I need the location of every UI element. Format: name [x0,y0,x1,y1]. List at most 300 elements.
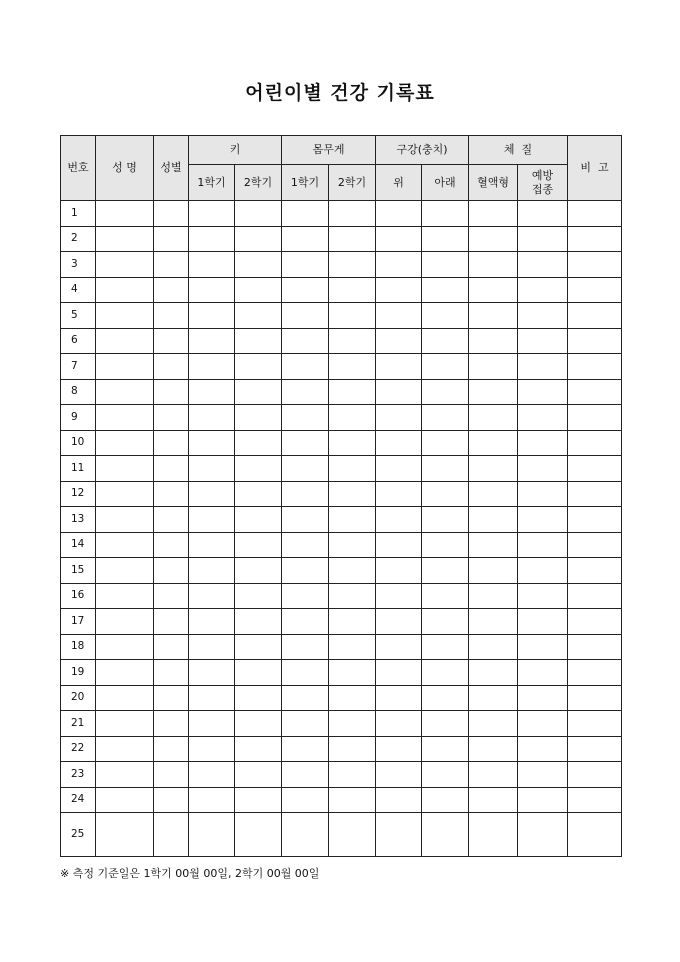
empty-cell[interactable] [154,532,189,558]
empty-cell[interactable] [422,813,469,857]
empty-cell[interactable] [189,430,235,456]
empty-cell[interactable] [282,354,329,380]
empty-cell[interactable] [189,532,235,558]
empty-cell[interactable] [422,481,469,507]
empty-cell[interactable] [469,201,518,227]
empty-cell[interactable] [422,379,469,405]
empty-cell[interactable] [282,583,329,609]
empty-cell[interactable] [189,379,235,405]
empty-cell[interactable] [469,609,518,635]
empty-cell[interactable] [282,558,329,584]
empty-cell[interactable] [235,354,282,380]
empty-cell[interactable] [469,583,518,609]
empty-cell[interactable] [568,660,622,686]
empty-cell[interactable] [568,354,622,380]
empty-cell[interactable] [518,430,568,456]
empty-cell[interactable] [568,609,622,635]
empty-cell[interactable] [518,201,568,227]
empty-cell[interactable] [422,354,469,380]
row-number: 25 [61,813,96,857]
empty-cell[interactable] [235,481,282,507]
empty-cell[interactable] [96,583,154,609]
empty-cell[interactable] [518,609,568,635]
empty-cell[interactable] [154,379,189,405]
empty-cell[interactable] [96,813,154,857]
empty-cell[interactable] [376,558,422,584]
empty-cell[interactable] [469,736,518,762]
empty-cell[interactable] [518,736,568,762]
empty-cell[interactable] [422,277,469,303]
empty-cell[interactable] [282,379,329,405]
empty-cell[interactable] [189,634,235,660]
empty-cell[interactable] [154,813,189,857]
empty-cell[interactable] [154,354,189,380]
empty-cell[interactable] [376,532,422,558]
table-row [61,430,622,456]
empty-cell[interactable] [235,507,282,533]
empty-cell[interactable] [376,762,422,788]
empty-cell[interactable] [422,456,469,482]
empty-cell[interactable] [282,762,329,788]
empty-cell[interactable] [469,328,518,354]
empty-cell[interactable] [376,685,422,711]
empty-cell[interactable] [469,507,518,533]
empty-cell[interactable] [96,609,154,635]
empty-cell[interactable] [376,456,422,482]
empty-cell[interactable] [96,787,154,813]
empty-cell[interactable] [518,481,568,507]
empty-cell[interactable] [568,787,622,813]
empty-cell[interactable] [376,609,422,635]
empty-cell[interactable] [235,762,282,788]
empty-cell[interactable] [469,711,518,737]
empty-cell[interactable] [154,558,189,584]
empty-cell[interactable] [518,813,568,857]
row-number: 6 [61,328,96,354]
empty-cell[interactable] [235,328,282,354]
empty-cell[interactable] [376,226,422,252]
empty-cell[interactable] [568,379,622,405]
empty-cell[interactable] [518,328,568,354]
empty-cell[interactable] [154,660,189,686]
row-number: 21 [61,711,96,737]
empty-cell[interactable] [329,226,376,252]
row-number: 18 [61,634,96,660]
empty-cell[interactable] [376,379,422,405]
empty-cell[interactable] [568,583,622,609]
empty-cell[interactable] [189,736,235,762]
empty-cell[interactable] [469,379,518,405]
empty-cell[interactable] [422,226,469,252]
empty-cell[interactable] [568,736,622,762]
empty-cell[interactable] [96,201,154,227]
empty-cell[interactable] [235,634,282,660]
table-row [61,634,622,660]
table-row [61,405,622,431]
empty-cell[interactable] [376,354,422,380]
empty-cell[interactable] [189,226,235,252]
empty-cell[interactable] [568,558,622,584]
empty-cell[interactable] [422,201,469,227]
header-oral-upper: 위 [376,165,422,201]
table-row [61,762,622,788]
empty-cell[interactable] [422,430,469,456]
empty-cell[interactable] [235,277,282,303]
empty-cell[interactable] [329,379,376,405]
empty-cell[interactable] [154,456,189,482]
empty-cell[interactable] [96,226,154,252]
empty-cell[interactable] [154,226,189,252]
empty-cell[interactable] [96,379,154,405]
empty-cell[interactable] [422,328,469,354]
empty-cell[interactable] [329,201,376,227]
empty-cell[interactable] [469,558,518,584]
empty-cell[interactable] [189,813,235,857]
empty-cell[interactable] [518,787,568,813]
empty-cell[interactable] [282,787,329,813]
empty-cell[interactable] [469,660,518,686]
empty-cell[interactable] [235,583,282,609]
empty-cell[interactable] [282,277,329,303]
empty-cell[interactable] [329,609,376,635]
empty-cell[interactable] [518,660,568,686]
empty-cell[interactable] [329,303,376,329]
empty-cell[interactable] [329,252,376,278]
empty-cell[interactable] [235,787,282,813]
empty-cell[interactable] [189,507,235,533]
empty-cell[interactable] [235,201,282,227]
row-number: 1 [61,201,96,227]
empty-cell[interactable] [568,481,622,507]
empty-cell[interactable] [154,430,189,456]
empty-cell[interactable] [469,277,518,303]
row-number: 9 [61,405,96,431]
table-row [61,787,622,813]
empty-cell[interactable] [518,252,568,278]
empty-cell[interactable] [422,558,469,584]
table-row [61,354,622,380]
empty-cell[interactable] [568,532,622,558]
empty-cell[interactable] [282,481,329,507]
empty-cell[interactable] [469,354,518,380]
empty-cell[interactable] [469,685,518,711]
empty-cell[interactable] [469,456,518,482]
empty-cell[interactable] [189,685,235,711]
empty-cell[interactable] [154,481,189,507]
empty-cell[interactable] [469,532,518,558]
empty-cell[interactable] [422,736,469,762]
empty-cell[interactable] [329,507,376,533]
empty-cell[interactable] [96,736,154,762]
empty-cell[interactable] [568,226,622,252]
empty-cell[interactable] [469,787,518,813]
empty-cell[interactable] [376,787,422,813]
empty-cell[interactable] [154,507,189,533]
empty-cell[interactable] [376,303,422,329]
empty-cell[interactable] [422,609,469,635]
empty-cell[interactable] [376,201,422,227]
empty-cell[interactable] [96,634,154,660]
empty-cell[interactable] [568,252,622,278]
empty-cell[interactable] [96,456,154,482]
empty-cell[interactable] [282,685,329,711]
empty-cell[interactable] [189,354,235,380]
empty-cell[interactable] [568,328,622,354]
empty-cell[interactable] [329,481,376,507]
empty-cell[interactable] [282,303,329,329]
empty-cell[interactable] [235,252,282,278]
empty-cell[interactable] [282,252,329,278]
empty-cell[interactable] [235,405,282,431]
empty-cell[interactable] [189,787,235,813]
empty-cell[interactable] [96,277,154,303]
empty-cell[interactable] [96,328,154,354]
empty-cell[interactable] [518,685,568,711]
empty-cell[interactable] [189,277,235,303]
empty-cell[interactable] [376,660,422,686]
empty-cell[interactable] [154,328,189,354]
empty-cell[interactable] [96,532,154,558]
empty-cell[interactable] [518,507,568,533]
empty-cell[interactable] [518,711,568,737]
empty-cell[interactable] [282,532,329,558]
empty-cell[interactable] [518,379,568,405]
empty-cell[interactable] [282,430,329,456]
empty-cell[interactable] [96,558,154,584]
empty-cell[interactable] [329,277,376,303]
empty-cell[interactable] [469,813,518,857]
empty-cell[interactable] [329,558,376,584]
empty-cell[interactable] [154,303,189,329]
empty-cell[interactable] [329,532,376,558]
empty-cell[interactable] [235,736,282,762]
empty-cell[interactable] [422,507,469,533]
empty-cell[interactable] [469,634,518,660]
empty-cell[interactable] [329,354,376,380]
row-number: 17 [61,609,96,635]
empty-cell[interactable] [518,405,568,431]
empty-cell[interactable] [422,583,469,609]
empty-cell[interactable] [518,226,568,252]
empty-cell[interactable] [422,787,469,813]
empty-cell[interactable] [422,405,469,431]
empty-cell[interactable] [235,430,282,456]
empty-cell[interactable] [376,252,422,278]
header-height-sem1: 1학기 [189,165,235,201]
empty-cell[interactable] [329,762,376,788]
empty-cell[interactable] [329,583,376,609]
empty-cell[interactable] [96,685,154,711]
empty-cell[interactable] [422,762,469,788]
empty-cell[interactable] [422,711,469,737]
empty-cell[interactable] [329,430,376,456]
empty-cell[interactable] [422,252,469,278]
empty-cell[interactable] [422,660,469,686]
header-name: 성 명 [96,136,154,201]
table-row [61,558,622,584]
empty-cell[interactable] [235,685,282,711]
empty-cell[interactable] [568,634,622,660]
empty-cell[interactable] [235,813,282,857]
empty-cell[interactable] [96,507,154,533]
empty-cell[interactable] [469,226,518,252]
empty-cell[interactable] [422,685,469,711]
empty-cell[interactable] [376,277,422,303]
empty-cell[interactable] [189,405,235,431]
empty-cell[interactable] [329,711,376,737]
empty-cell[interactable] [96,660,154,686]
empty-cell[interactable] [235,379,282,405]
empty-cell[interactable] [189,303,235,329]
empty-cell[interactable] [568,507,622,533]
empty-cell[interactable] [154,762,189,788]
empty-cell[interactable] [189,711,235,737]
empty-cell[interactable] [189,456,235,482]
empty-cell[interactable] [154,634,189,660]
table-row [61,252,622,278]
empty-cell[interactable] [189,762,235,788]
empty-cell[interactable] [189,660,235,686]
empty-cell[interactable] [189,252,235,278]
empty-cell[interactable] [154,277,189,303]
empty-cell[interactable] [568,303,622,329]
empty-cell[interactable] [189,583,235,609]
empty-cell[interactable] [518,277,568,303]
empty-cell[interactable] [154,583,189,609]
empty-cell[interactable] [282,609,329,635]
empty-cell[interactable] [376,736,422,762]
empty-cell[interactable] [376,634,422,660]
empty-cell[interactable] [518,634,568,660]
empty-cell[interactable] [282,634,329,660]
empty-cell[interactable] [329,405,376,431]
empty-cell[interactable] [518,354,568,380]
empty-cell[interactable] [568,430,622,456]
empty-cell[interactable] [96,711,154,737]
empty-cell[interactable] [235,532,282,558]
empty-cell[interactable] [96,303,154,329]
empty-cell[interactable] [189,201,235,227]
header-height-sem2: 2학기 [235,165,282,201]
empty-cell[interactable] [568,405,622,431]
empty-cell[interactable] [154,685,189,711]
empty-cell[interactable] [518,456,568,482]
empty-cell[interactable] [189,328,235,354]
empty-cell[interactable] [518,583,568,609]
empty-cell[interactable] [96,405,154,431]
empty-cell[interactable] [329,685,376,711]
table-row [61,507,622,533]
empty-cell[interactable] [282,328,329,354]
empty-cell[interactable] [96,430,154,456]
empty-cell[interactable] [96,354,154,380]
empty-cell[interactable] [96,762,154,788]
empty-cell[interactable] [329,634,376,660]
empty-cell[interactable] [154,787,189,813]
empty-cell[interactable] [282,660,329,686]
empty-cell[interactable] [282,456,329,482]
empty-cell[interactable] [422,634,469,660]
empty-cell[interactable] [235,226,282,252]
empty-cell[interactable] [376,430,422,456]
empty-cell[interactable] [568,277,622,303]
empty-cell[interactable] [329,660,376,686]
empty-cell[interactable] [469,252,518,278]
empty-cell[interactable] [235,558,282,584]
empty-cell[interactable] [568,201,622,227]
empty-cell[interactable] [376,507,422,533]
empty-cell[interactable] [376,405,422,431]
empty-cell[interactable] [518,558,568,584]
empty-cell[interactable] [376,481,422,507]
empty-cell[interactable] [518,303,568,329]
empty-cell[interactable] [154,736,189,762]
empty-cell[interactable] [154,711,189,737]
empty-cell[interactable] [329,736,376,762]
empty-cell[interactable] [282,711,329,737]
empty-cell[interactable] [282,813,329,857]
empty-cell[interactable] [422,532,469,558]
empty-cell[interactable] [376,711,422,737]
header-gender: 성별 [154,136,189,201]
empty-cell[interactable] [282,201,329,227]
header-remarks: 비 고 [568,136,622,201]
empty-cell[interactable] [96,481,154,507]
empty-cell[interactable] [154,405,189,431]
empty-cell[interactable] [235,303,282,329]
empty-cell[interactable] [469,481,518,507]
empty-cell[interactable] [518,532,568,558]
empty-cell[interactable] [329,787,376,813]
empty-cell[interactable] [154,609,189,635]
empty-cell[interactable] [235,609,282,635]
empty-cell[interactable] [568,685,622,711]
empty-cell[interactable] [96,252,154,278]
empty-cell[interactable] [376,583,422,609]
empty-cell[interactable] [469,405,518,431]
empty-cell[interactable] [329,328,376,354]
empty-cell[interactable] [235,660,282,686]
empty-cell[interactable] [189,481,235,507]
empty-cell[interactable] [282,736,329,762]
empty-cell[interactable] [469,430,518,456]
empty-cell[interactable] [235,456,282,482]
empty-cell[interactable] [469,303,518,329]
empty-cell[interactable] [568,762,622,788]
empty-cell[interactable] [282,507,329,533]
empty-cell[interactable] [376,328,422,354]
empty-cell[interactable] [568,813,622,857]
empty-cell[interactable] [154,252,189,278]
empty-cell[interactable] [518,762,568,788]
row-number: 2 [61,226,96,252]
empty-cell[interactable] [282,226,329,252]
empty-cell[interactable] [235,711,282,737]
table-row [61,277,622,303]
empty-cell[interactable] [282,405,329,431]
empty-cell[interactable] [422,303,469,329]
empty-cell[interactable] [329,456,376,482]
empty-cell[interactable] [189,558,235,584]
empty-cell[interactable] [329,813,376,857]
empty-cell[interactable] [154,201,189,227]
empty-cell[interactable] [469,762,518,788]
row-number: 20 [61,685,96,711]
empty-cell[interactable] [568,456,622,482]
empty-cell[interactable] [189,609,235,635]
empty-cell[interactable] [376,813,422,857]
empty-cell[interactable] [568,711,622,737]
